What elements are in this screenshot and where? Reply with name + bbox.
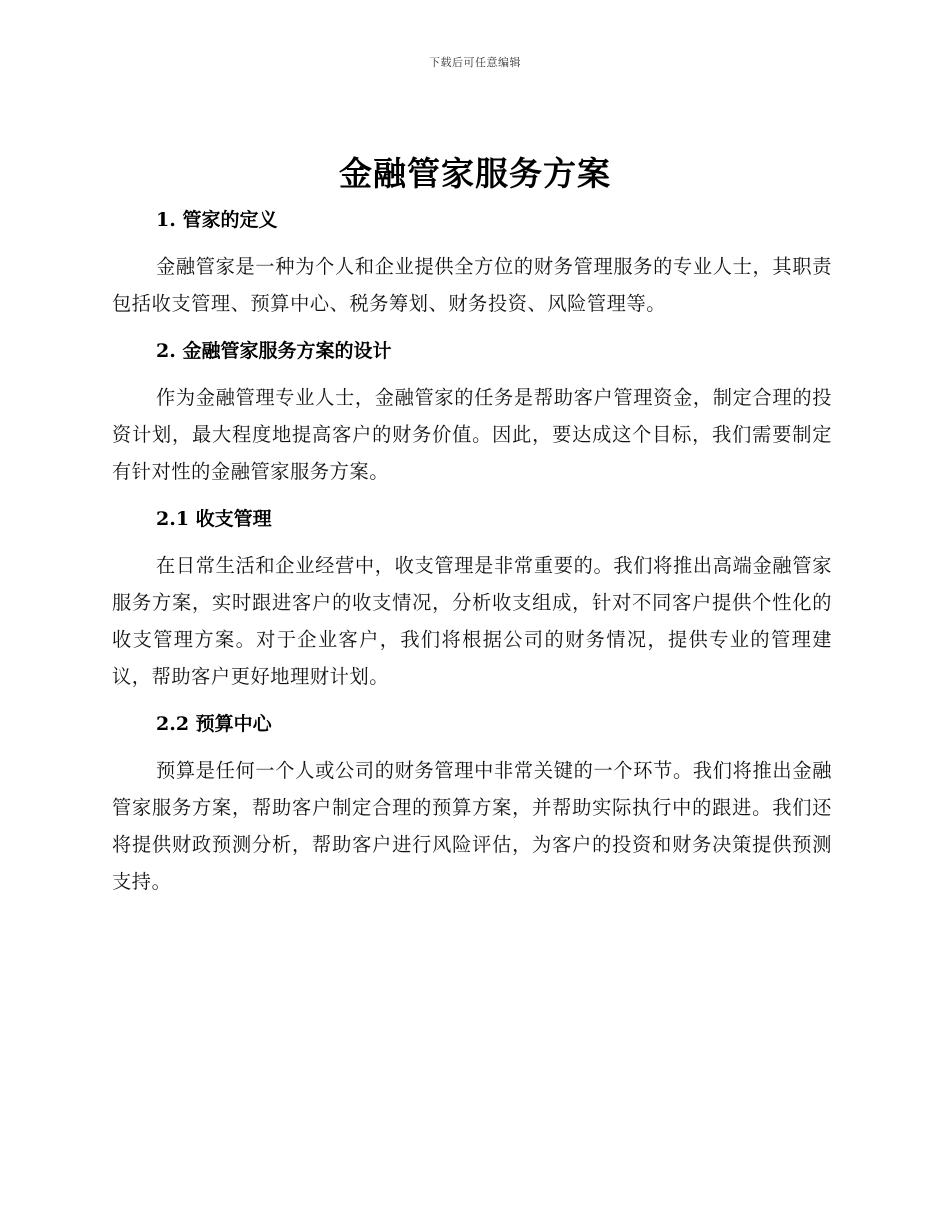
header-note: 下载后可任意编辑 [429, 56, 521, 69]
section-heading-income-expense: 2.1 收支管理 [156, 508, 272, 530]
section-paragraph-design: 作为金融管理专业人士，金融管家的任务是帮助客户管理资金，制定合理的投资计划，最大程度地提高客户的财务价值。因此，要达成这个目标，我们需要制定有针对性的金融管家服务方案。 [112, 386, 832, 483]
section-heading-design: 2. 金融管家服务方案的设计 [156, 340, 392, 362]
document-title: 金融管家服务方案 [339, 154, 611, 193]
section-paragraph-budget: 预算是任何一个人或公司的财务管理中非常关键的一个环节。我们将推出金融管家服务方案，帮助客户制定合理的预算方案，并帮助实际执行中的跟进。我们还将提供财政预测分析，帮助客户进行风险评估，为客户的投资和财务决策提供预测支持。 [112, 759, 832, 893]
section-paragraph-definition: 金融管家是一种为个人和企业提供全方位的财务管理服务的专业人士，其职责包括收支管理、预算中心、税务筹划、财务投资、风险管理等。 [112, 255, 832, 315]
section-paragraph-income-expense: 在日常生活和企业经营中，收支管理是非常重要的。我们将推出高端金融管家服务方案，实时跟进客户的收支情况，分析收支组成，针对不同客户提供个性化的收支管理方案。对于企业客户，我们将根据公司的财务情况，提供专业的管理建议，帮助客户更好地理财计划。 [112, 554, 832, 688]
section-heading-definition: 1. 管家的定义 [156, 209, 278, 231]
document-body [112, 205, 832, 914]
section-heading-budget: 2.2 预算中心 [156, 713, 272, 735]
